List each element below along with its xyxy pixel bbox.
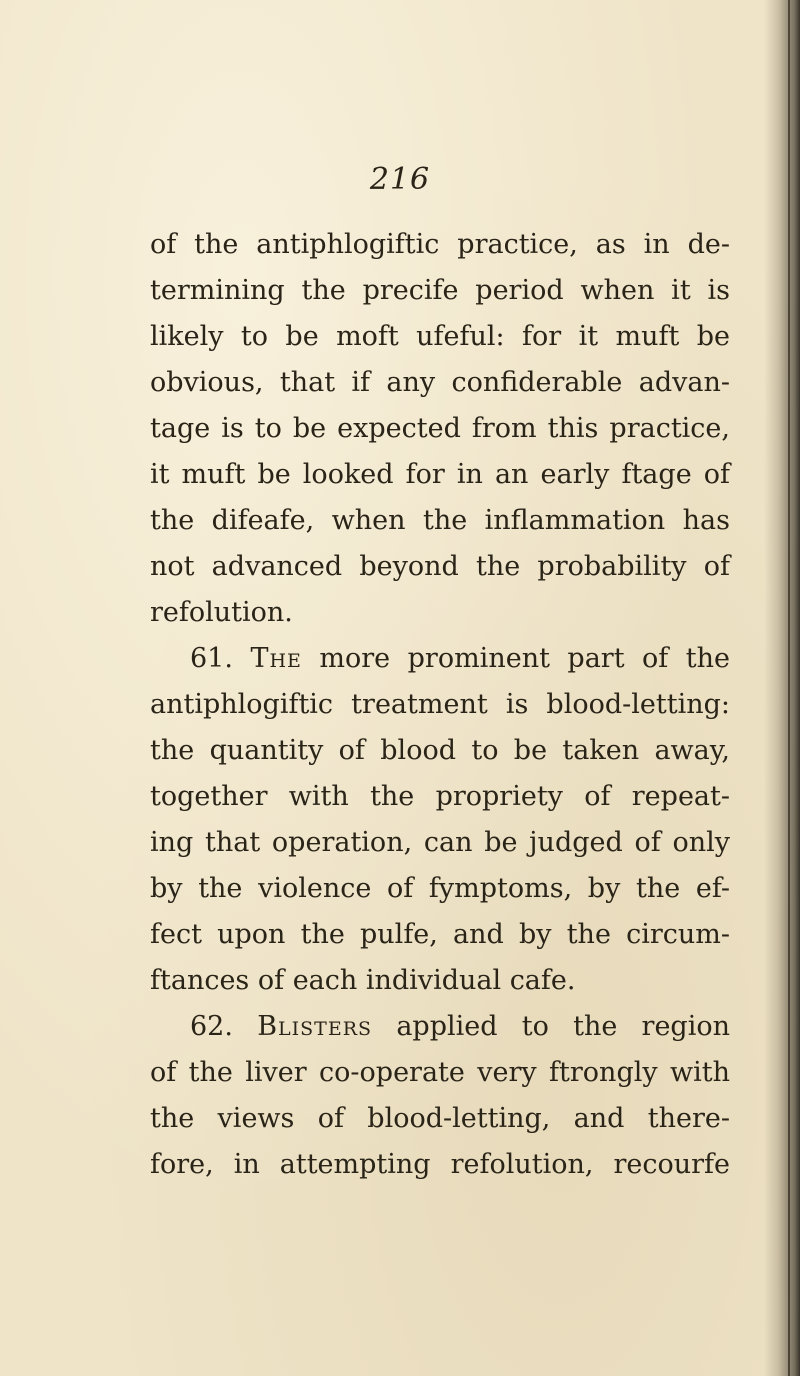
text-line: obvious, that if any confiderable advan- bbox=[150, 367, 730, 398]
body-text bbox=[150, 222, 730, 1188]
text-line: it muft be looked for in an early ftage of bbox=[150, 459, 730, 490]
text-line: of the liver co-operate very ftrongly with bbox=[150, 1057, 730, 1088]
text-line: the quantity of blood to be taken away, bbox=[150, 735, 730, 766]
text-line: fore, in attempting refolution, recourfe bbox=[150, 1149, 730, 1180]
paragraph-number: 61. bbox=[190, 643, 233, 674]
page-edge-shadow bbox=[764, 0, 800, 1376]
paragraph-62-first-line: 62. Blisters applied to the region bbox=[190, 1011, 730, 1042]
small-caps-word: The bbox=[250, 643, 302, 674]
text-line: ftances of each individual cafe. bbox=[150, 965, 576, 996]
text-line: the difeafe, when the inflammation has bbox=[150, 505, 730, 536]
text-line: the views of blood-letting, and there- bbox=[150, 1103, 730, 1134]
text-line: ing that operation, can be judged of only bbox=[150, 827, 730, 858]
page-edge-line bbox=[788, 0, 790, 1376]
text-line: termining the precife period when it is bbox=[150, 275, 730, 306]
text-line: refolution. bbox=[150, 597, 293, 628]
text-line: antiphlogiftic treatment is blood-letting: bbox=[150, 689, 730, 720]
page-number: 216 bbox=[369, 162, 431, 197]
text-line: of the antiphlogiftic practice, as in de- bbox=[150, 229, 730, 260]
text-line: tage is to be expected from this practice, bbox=[150, 413, 730, 444]
paragraph-61-first-line: 61. The more prominent part of the bbox=[190, 643, 730, 674]
text-line: not advanced beyond the probability of bbox=[150, 551, 730, 582]
text-line: fect upon the pulfe, and by the circum- bbox=[150, 919, 730, 950]
text-line: by the violence of fymptoms, by the ef- bbox=[150, 873, 730, 904]
paragraph-number: 62. bbox=[190, 1011, 233, 1042]
small-caps-word: Blisters bbox=[257, 1011, 373, 1042]
text-line: likely to be moft ufeful: for it muft be bbox=[150, 321, 730, 352]
text-line: together with the propriety of repeat- bbox=[150, 781, 730, 812]
